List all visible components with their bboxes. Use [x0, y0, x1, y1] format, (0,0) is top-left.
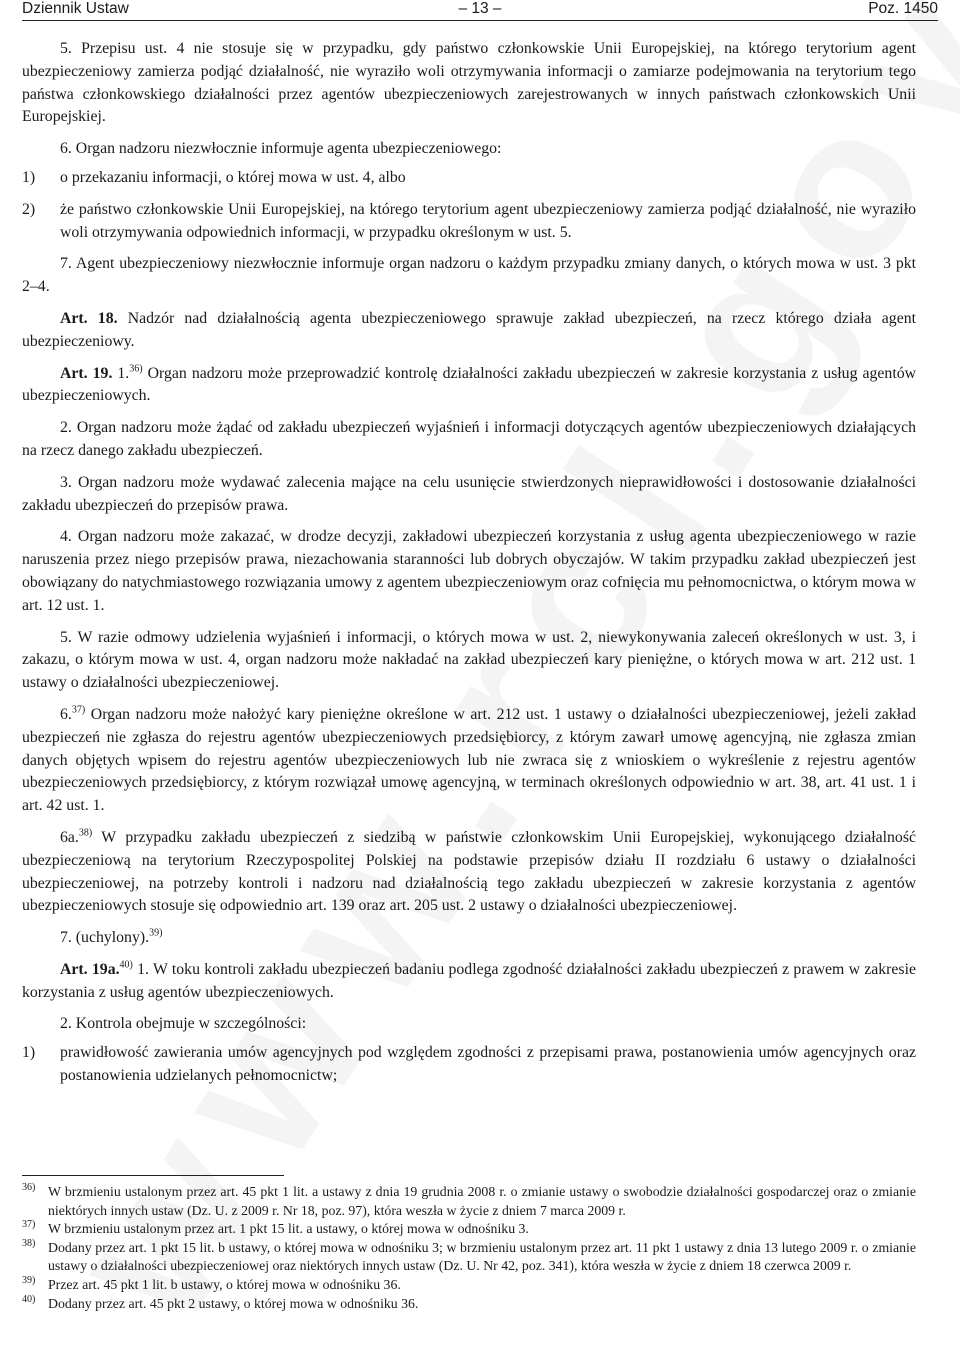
article-18 — [22, 308, 916, 354]
list-text: o przekazaniu informacji, o której mowa w ust. 4, albo — [60, 168, 406, 186]
paragraph-5: 5. Przepisu ust. 4 nie stosuje się w przypadku, gdy państwo członkowskie Unii Europejskiej, na którego terytorium agent ubezpieczeniowy zamierza podjąć działalność, nie wyraziło woli otrzymywania informacji o zamiarze podejmowania na terytorium tego państwa członkowskiego działalności przez agentów ubezpieczeniowych zarejestrowanych w innych państwach członkowskich Unii Europejskiej. — [22, 40, 916, 126]
article-19-par-6a — [22, 827, 916, 918]
article-19a-par-1 — [22, 959, 916, 1005]
list-number: 1) — [22, 168, 36, 186]
footnote-ref: 37) — [71, 704, 86, 716]
footnote-ref: 36) — [129, 363, 143, 375]
paragraph-6: 6. Organ nadzoru niezwłocznie informuje agenta ubezpieczeniowego: — [60, 140, 502, 158]
footnote-number: 37) — [22, 1219, 36, 1231]
list-item — [22, 1042, 916, 1088]
footnote-number: 40) — [22, 1293, 36, 1305]
article-19a-par-2: 2. Kontrola obejmuje w szczególności: — [60, 1015, 307, 1033]
footnote-text: Dodany przez art. 1 pkt 15 lit. b ustawy, o której mowa w odnośniku 3; w brzmieniu ustalonym przez art. 11 pkt 1 ustawy z dnia 13 lutego 2009 r. o zmianie ustawy o działalności ubezpieczeniowej oraz niektórych innych ustaw (Dz. U. Nr 42, poz. 341), która weszła w życie z dniem 18 czerwca 2009 r. — [48, 1239, 916, 1274]
article-19-par-6 — [22, 704, 916, 818]
list-number: 1) — [22, 1044, 36, 1062]
article-text: Nadzór nad działalnością agenta ubezpieczeniowego sprawuje zakład ubezpieczeń, na rzecz którego działa agent ubezpieczeniowy. — [22, 309, 916, 350]
footnote — [22, 1239, 916, 1276]
footnote — [22, 1276, 916, 1295]
journal-title: Dziennik Ustaw — [22, 0, 129, 17]
footnote-ref: 38) — [78, 827, 93, 839]
article-label: Art. 19a. — [60, 960, 120, 978]
footnote-rule — [22, 1175, 284, 1176]
footnote-text: W brzmieniu ustalonym przez art. 1 pkt 15 lit. a ustawy, o której mowa w odnośniku 3. — [48, 1221, 529, 1237]
paragraph-text: W przypadku zakładu ubezpieczeń z siedzibą w państwie członkowskim Unii Europejskiej, wykonującego działalność ubezpieczeniową na terytorium Rzeczypospolitej Polskiej na podstawie przepisów działu II rozdziału 6 ustawy o działalności ubezpieczeniowej, na potrzeby kontroli i nadzoru nad działalnością tego zakładu ubezpieczeń w zakresie korzystania z agentów ubezpieczeniowych stosuje się odpowiednio art. 139 oraz art. 205 ust. 2 ustawy o działalności ubezpieczeniowej. — [22, 828, 916, 915]
footnote-number: 39) — [22, 1274, 36, 1286]
paragraph-text: 7. (uchylony). — [60, 929, 150, 947]
list-item — [22, 199, 916, 245]
article-19-par-1 — [22, 363, 916, 409]
article-19-par-2: 2. Organ nadzoru może żądać od zakładu ubezpieczeń wyjaśnień i informacji dotyczących agentów ubezpieczeniowych działających na rzecz danego zakładu ubezpieczeń. — [22, 419, 916, 459]
footnote — [22, 1295, 916, 1314]
footnotes — [22, 1183, 916, 1313]
article-19-par-5: 5. W razie odmowy udzielenia wyjaśnień i informacji, o których mowa w ust. 2, niewykonywania zaleceń określonych w ust. 3, i zakazu, o którym mowa w ust. 4, organ nadzoru może nakładać na zakład ubezpieczeń kary pieniężne, o których mowa w art. 212 ust. 1 ustawy o działalności ubezpieczeniowej. — [22, 628, 916, 692]
article-label: Art. 19. — [60, 364, 113, 382]
list-number: 2) — [22, 200, 36, 218]
footnote-text: W brzmieniu ustalonym przez art. 45 pkt 1 lit. a ustawy z dnia 19 grudnia 2008 r. o zmianie ustawy o swobodzie działalności gospodarczej oraz o zmianie niektórych innych ustaw (Dz. U. z 2009 r. Nr 18, poz. 97), która weszła w życie z dniem 7 marca 2009 r. — [48, 1184, 916, 1218]
footnote-text: Przez art. 45 pkt 1 lit. b ustawy, o której mowa w odnośniku 36. — [48, 1276, 401, 1292]
article-19-par-4: 4. Organ nadzoru może zakazać, w drodze decyzji, zakładowi ubezpieczeń korzystania z usług agenta ubezpieczeniowego w razie naruszenia przez niego przepisów prawa, niezachowania staranności lub dobrych obyczajów. W takim przypadku zakład ubezpieczeń jest obowiązany do natychmiastowego rozwiązania umowy z agentem ubezpieczeniowym oraz cofnięcia mu pełnomocnictwa, o którym mowa w art. 12 ust. 1. — [22, 528, 916, 614]
position-number: Poz. 1450 — [868, 0, 938, 17]
footnote-ref: 40) — [119, 959, 133, 971]
list-text: że państwo członkowskie Unii Europejskiej, na którego terytorium agent ubezpieczeniowy zamierza podjąć działalność, nie wyraziło woli otrzymywania odpowiednich informacji, w przypadku określonym w ust. 5. — [60, 200, 916, 241]
article-text: 1. W toku kontroli zakładu ubezpieczeń badaniu podlega zgodność działalności zakładu ubezpieczeń z prawem w zakresie korzystania z usług agentów ubezpieczeniowych. — [22, 960, 916, 1001]
list-text: prawidłowość zawierania umów agencyjnych pod względem zgodności z przepisami prawa, postanowienia umów agencyjnych oraz postanowienia udzielanych pełnomocnictw; — [60, 1044, 916, 1085]
paragraph-number: 1. — [112, 364, 130, 382]
paragraph-text: Organ nadzoru może nałożyć kary pieniężne określone w art. 212 ust. 1 ustawy o działalności ubezpieczeniowej, jeżeli zakład ubezpieczeń nie zgłasza do rejestru agentów ubezpieczeniowych przedsiębiorcy, z którym zawarł umowę agencyjną, nie zgłasza zmian danych objętych wpisem do rejestru agentów ubezpieczeniowych lub nie zwraca się z wnioskiem o wykreślenie z rejestru agentów ubezpieczeniowych przedsiębiorcy, z którym rozwiązał umowę agencyjną, w terminach określonych odpowiednio w art. 38, art. 41 ust. 1 i art. 42 ust. 1. — [22, 705, 916, 815]
footnote — [22, 1220, 916, 1239]
article-19-par-3: 3. Organ nadzoru może wydawać zalecenia mające na celu usunięcie stwierdzonych nieprawidłowości i dostosowanie działalności zakładu ubezpieczeń do przepisów prawa. — [22, 473, 916, 514]
list-item — [22, 167, 916, 190]
footnote-ref: 39) — [149, 927, 163, 939]
header-rule — [22, 20, 938, 21]
footnote — [22, 1183, 916, 1220]
paragraph-7: 7. Agent ubezpieczeniowy niezwłocznie informuje organ nadzoru o każdym przypadku zmiany danych, o których mowa w ust. 3 pkt 2–4. — [22, 255, 916, 296]
footnote-text: Dodany przez art. 45 pkt 2 ustawy, o której mowa w odnośniku 36. — [48, 1295, 419, 1311]
document-body — [22, 38, 916, 1097]
page-header — [22, 0, 938, 22]
footnote-number: 36) — [22, 1182, 36, 1193]
footnote-number: 38) — [22, 1237, 36, 1249]
paragraph-number: 6a. — [60, 828, 79, 846]
paragraph-number: 6. — [60, 705, 72, 723]
article-label: Art. 18. — [60, 309, 118, 327]
article-19-par-7 — [22, 927, 916, 950]
page-number: – 13 – — [458, 0, 502, 17]
article-text: Organ nadzoru może przeprowadzić kontrolę działalności zakładu ubezpieczeń w zakresie korzystania z usług agentów ubezpieczeniowych. — [22, 364, 917, 405]
